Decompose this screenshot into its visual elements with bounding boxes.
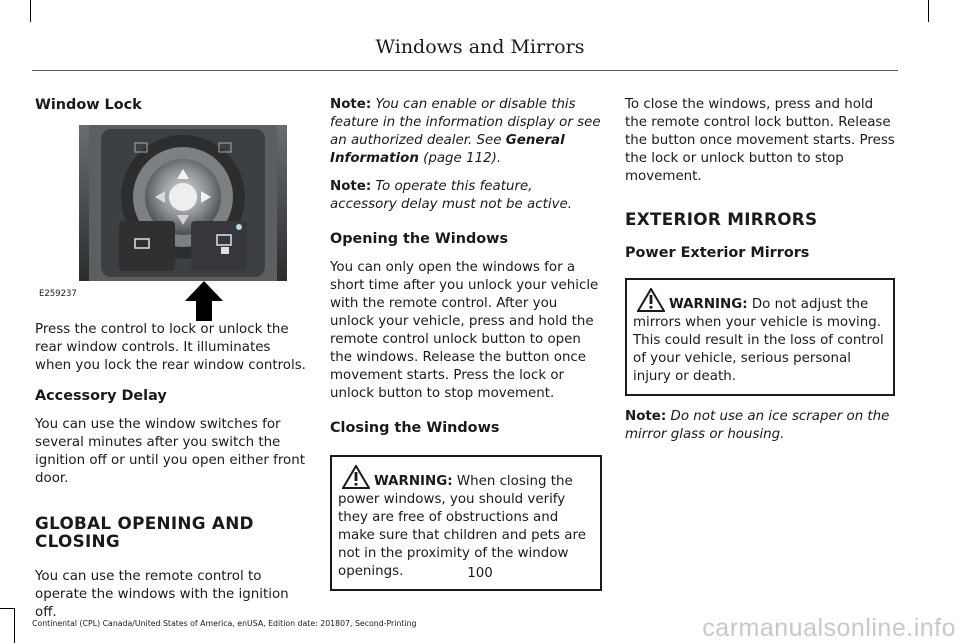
accessory-delay-text: You can use the window switches for several minutes after you switch the ignition off or until you open either front door. [35, 417, 305, 486]
column-1 [35, 96, 307, 634]
warning-text: Do not adjust the mirrors when your vehicle is moving. This could result in the loss of control of your vehicle, serious personal injury or death. [633, 297, 884, 384]
header-rule [32, 70, 898, 71]
warning-label: WARNING: [374, 474, 453, 489]
note-label: Note: [330, 179, 372, 194]
up-arrow-icon [183, 279, 225, 323]
warning-label: WARNING: [669, 297, 748, 312]
corner-mark [0, 608, 14, 609]
warning-triangle-icon [342, 465, 370, 489]
note-paragraph [625, 408, 895, 444]
accessory-delay-heading: Accessory Delay [35, 388, 167, 404]
window-lock-figure [35, 125, 281, 303]
note-label: Note: [330, 97, 372, 112]
window-lock-heading: Window Lock [35, 97, 142, 113]
corner-mark [14, 608, 15, 643]
note-text: You can enable or disable this feature in the information display or see an authorized dealer. See [330, 97, 601, 148]
figure-id: E259237 [39, 289, 77, 299]
global-opening-heading: GLOBAL OPENING AND CLOSING [35, 513, 254, 551]
cross-reference-link[interactable]: General Information [330, 133, 565, 166]
page-reference: (page 112). [423, 151, 502, 166]
close-windows-text: To close the windows, press and hold the remote control lock button. Release the button once movement starts. Press the lock or unlock button to stop movement. [625, 97, 895, 184]
note-label: Note: [625, 409, 667, 424]
warning-triangle-icon [637, 288, 665, 312]
warning-text: When closing the power windows, you should verify they are free of obstructions and make sure that children and pets are not in the proximity of the window openings. [338, 474, 586, 579]
opening-windows-text: You can only open the windows for a short time after you unlock your vehicle with the remote control. After you unlock your vehicle, press and hold the remote control unlock button to open the windows. Release the button once movement starts. Press the lock or unlock button to stop movement. [330, 260, 599, 401]
warning-box [625, 278, 895, 396]
note-text: To operate this feature, accessory delay must not be active. [330, 179, 572, 212]
column-2 [330, 96, 602, 603]
note-paragraph [330, 96, 602, 168]
corner-mark [928, 0, 929, 22]
window-lock-text: Press the control to lock or unlock the rear window controls. It illuminates when you lock the rear window controls. [35, 322, 306, 373]
page-number: 100 [467, 566, 493, 581]
watermark: carmanualsonline.info [702, 614, 956, 642]
global-opening-text: You can use the remote control to operate the windows with the ignition off. [35, 569, 289, 620]
column-3 [625, 96, 895, 454]
closing-windows-heading: Closing the Windows [330, 420, 500, 436]
opening-windows-heading: Opening the Windows [330, 231, 509, 247]
exterior-mirrors-heading: EXTERIOR MIRRORS [625, 209, 818, 229]
note-paragraph [330, 178, 602, 214]
page-header-title: Windows and Mirrors [375, 36, 585, 58]
edition-footer: Continental (CPL) Canada/United States of America, enUSA, Edition date: 201807, Second-Printing [32, 619, 417, 628]
window-lock-switch-photo [79, 125, 287, 281]
corner-mark [30, 0, 31, 22]
power-mirrors-heading: Power Exterior Mirrors [625, 245, 810, 261]
note-text: Do not use an ice scraper on the mirror glass or housing. [625, 409, 890, 442]
